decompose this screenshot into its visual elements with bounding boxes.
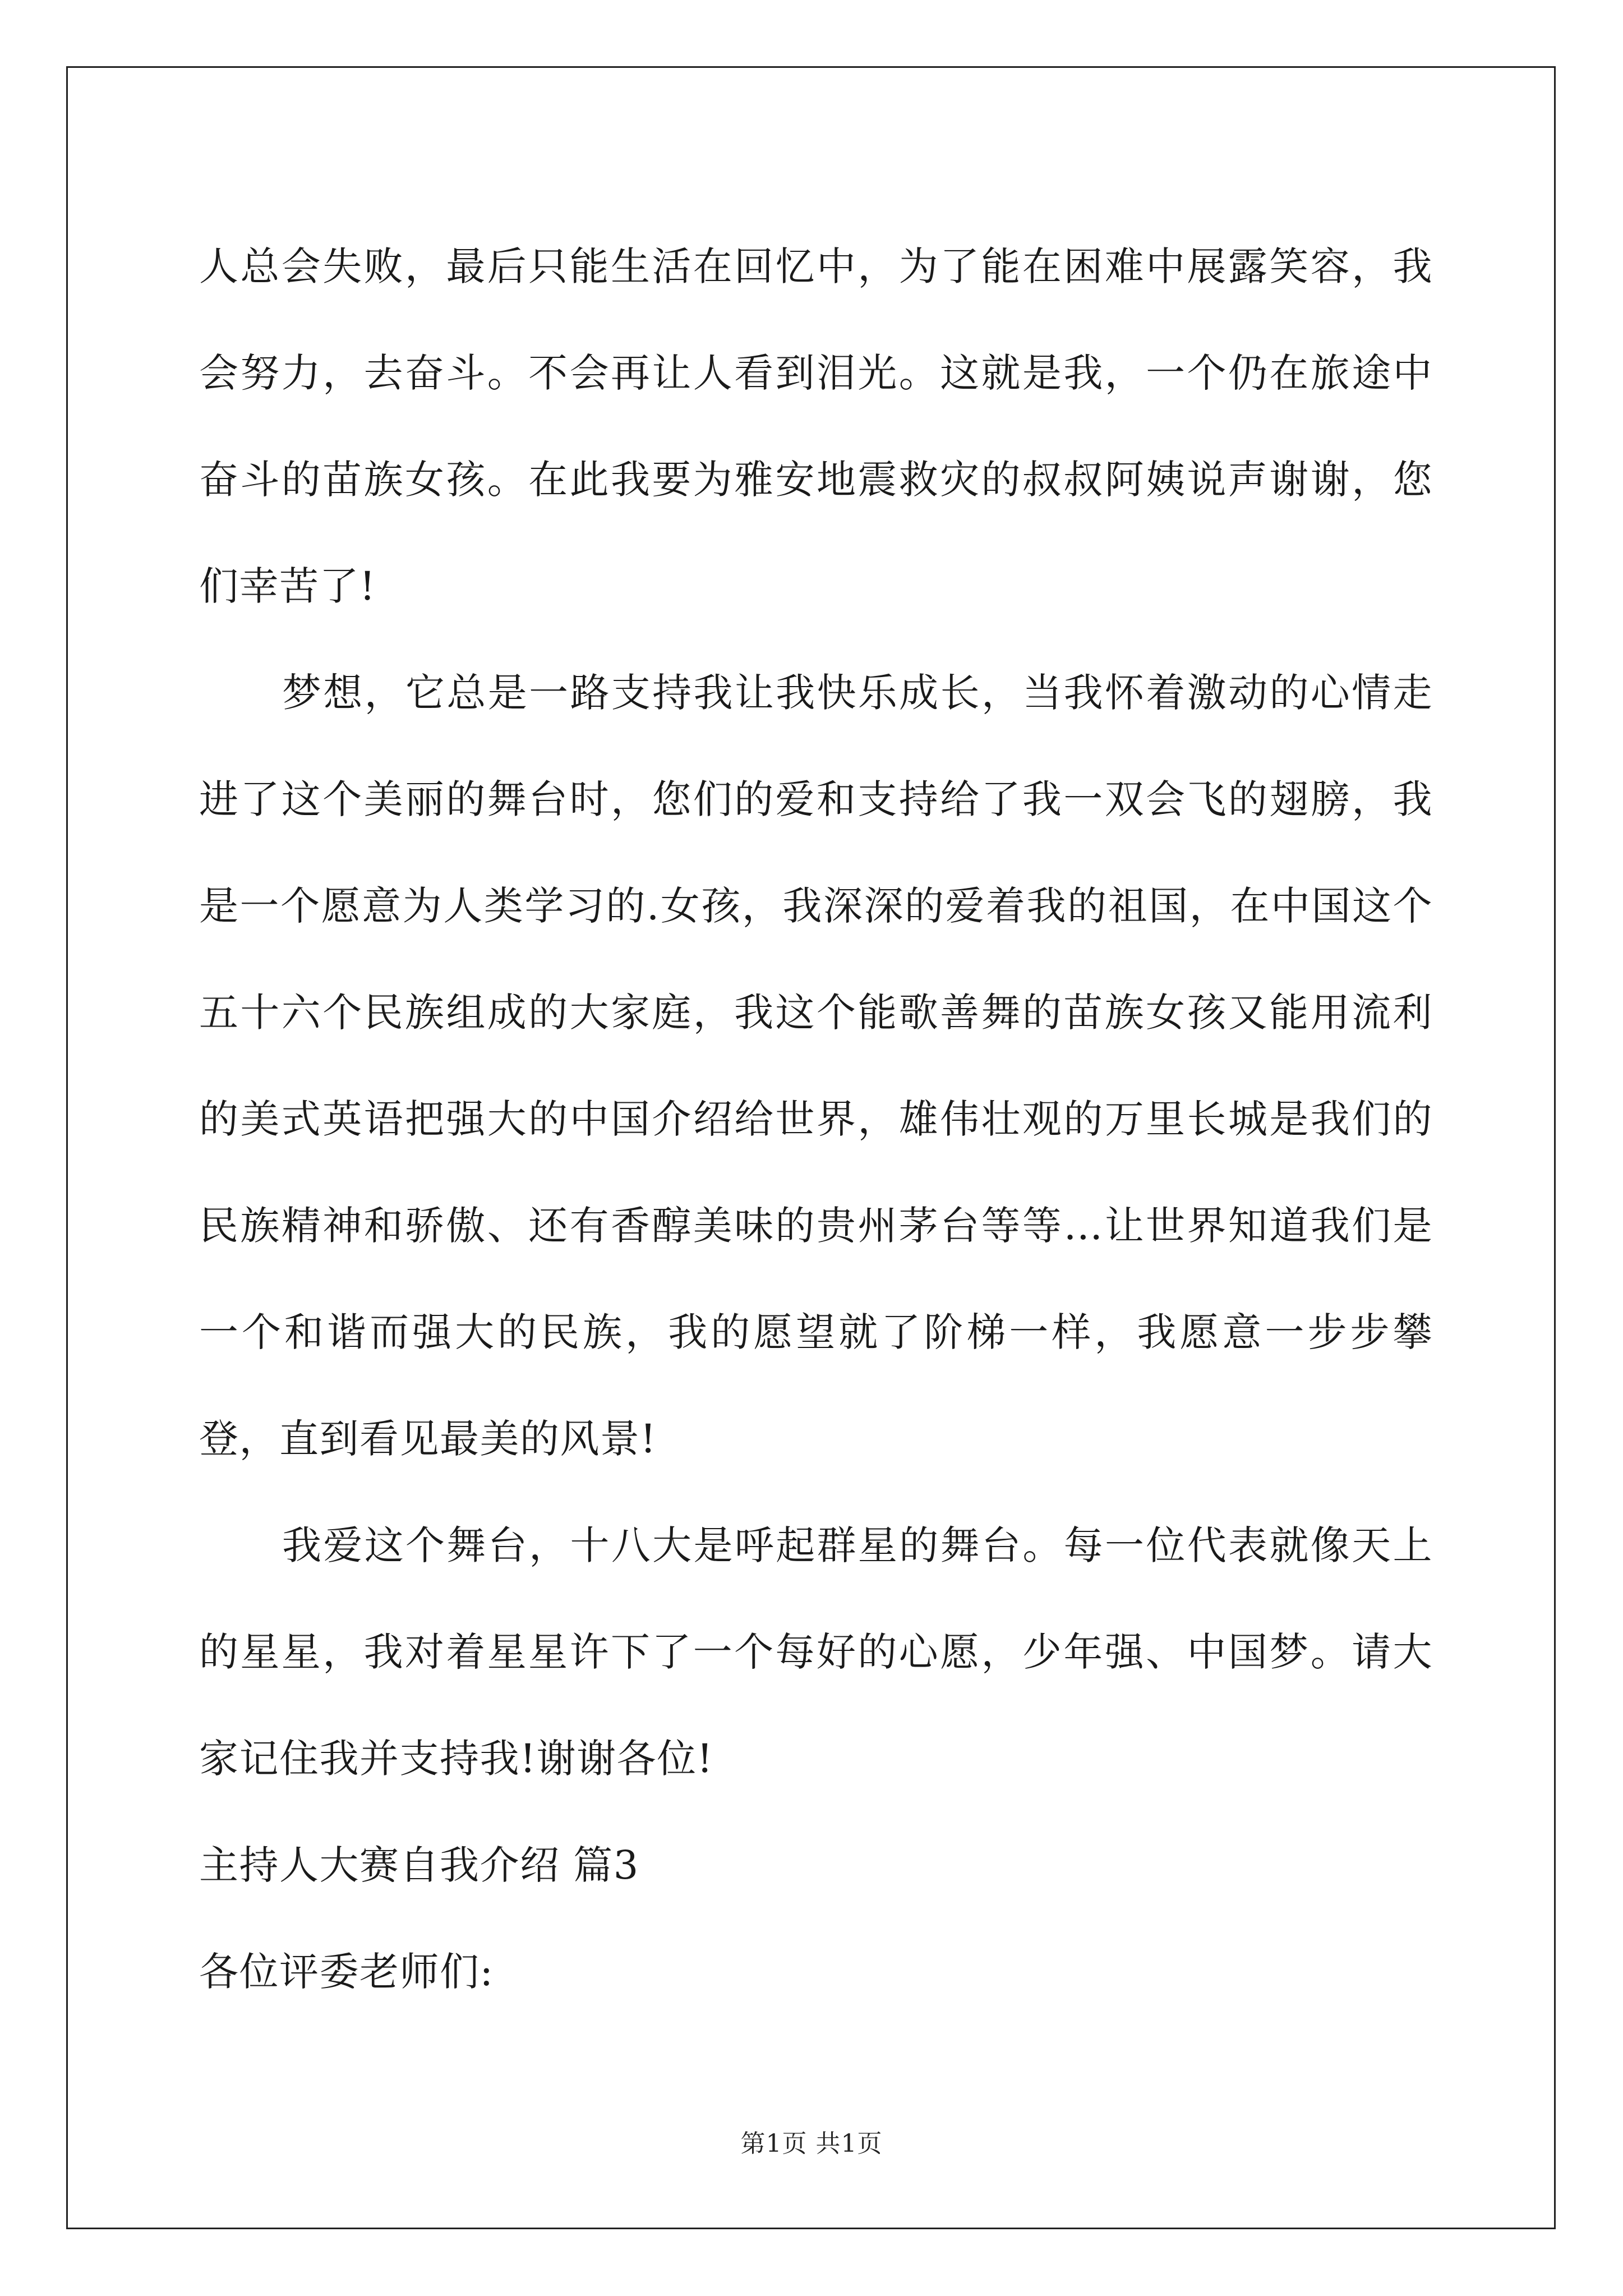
paragraph-2: 梦想，它总是一路支持我让我快乐成长，当我怀着激动的心情走进了这个美丽的舞台时，您们的爱和支持给了我一双会飞的翅膀，我是一个愿意为人类学习的.女孩，我深深的爱着我的祖国，在中国这个五十六个民族组成的大家庭，我这个能歌善舞的苗族女孩又能用流利的美式英语把强大的中国介绍给世界，雄伟壮观的万里长城是我们的民族精神和骄傲、还有香醇美味的贵州茅台等等…让世界知道我们是一个和谐而强大的民族，我的愿望就了阶梯一样，我愿意一步步攀登，直到看见最美的风景!	[199, 670, 1433, 1462]
salutation: 各位评委老师们:	[199, 1949, 494, 1995]
page-footer: 第1页 共1页	[740, 2129, 883, 2158]
section-heading: 主持人大赛自我介绍 篇3	[199, 1842, 639, 1888]
paragraph-3: 我爱这个舞台，十八大是呼起群星的舞台。每一位代表就像天上的星星，我对着星星许下了一个每好的心愿，少年强、中国梦。请大家记住我并支持我!谢谢各位!	[199, 1522, 1433, 1782]
document-body	[199, 213, 1433, 2025]
paragraph-1: 人总会失败，最后只能生活在回忆中，为了能在困难中展露笑容，我会努力，去奋斗。不会再让人看到泪光。这就是我，一个仍在旅途中奋斗的苗族女孩。在此我要为雅安地震救灾的叔叔阿姨说声谢谢，您们幸苦了!	[199, 243, 1433, 609]
